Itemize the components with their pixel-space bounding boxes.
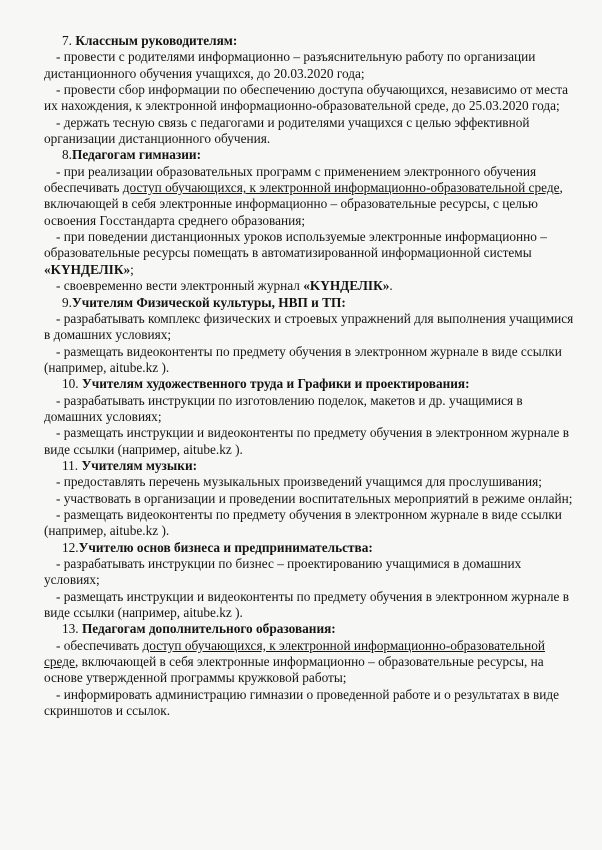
list-item: - размещать инструкции и видеоконтенты по предмету обучения в электронном журнале в виде ссылки (например, aitube.kz ).	[44, 588, 570, 621]
list-item	[44, 229, 576, 278]
section-12	[44, 540, 576, 622]
section-heading	[44, 458, 576, 474]
list-item: - разрабатывать инструкции по изготовлению поделок, макетов и др. учащимися в домашних условиях;	[44, 392, 523, 424]
list-item: - разрабатывать комплекс физических и строевых упражнений для выполнения учащимися в домашних условиях;	[44, 310, 574, 343]
section-heading	[44, 33, 576, 49]
item-text: ;	[130, 261, 134, 277]
section-heading	[44, 295, 576, 311]
list-item: - размещать видеоконтенты по предмету обучения в электронном журнале в виде ссылки (например, aitube.kz ).	[44, 506, 562, 539]
system-name: «KYНДЕЛIК»	[44, 261, 131, 277]
list-item: - держать тесную связь с педагогами и родителями учащихся с целью эффективной организации дистанционного обучения.	[44, 114, 530, 147]
item-text: , включающей в себя электронные информационно – образовательные ресурсы, с целью освоения Госстандарта среднего образования;	[44, 180, 563, 228]
section-number: 7.	[62, 33, 72, 48]
item-text: - при реализации образовательных программ с применением электронного обучения обеспечивать	[44, 163, 537, 196]
item-text: - при поведении дистанционных уроков используемые электронные информационно – образовательные ресурсы помещать в автоматизированной информационной системы	[44, 229, 547, 261]
section-9	[44, 295, 576, 377]
item-text: - своевременно вести электронный журнал	[56, 278, 304, 294]
list-item	[44, 638, 576, 687]
section-10	[44, 376, 576, 458]
section-heading	[44, 540, 576, 556]
section-number: 8.	[62, 147, 72, 163]
list-item: - размещать инструкции и видеоконтенты по предмету обучения в электронном журнале в виде ссылки (например, aitube.kz ).	[44, 425, 570, 457]
section-title: Учителям художественного труда и Графики и проектирования:	[81, 376, 470, 392]
section-title: Учителю основ бизнеса и предпринимательства:	[78, 539, 373, 555]
section-title: Педагогам гимназии:	[71, 147, 202, 163]
section-7	[44, 33, 576, 147]
section-heading	[44, 147, 576, 163]
section-number: 12.	[62, 539, 79, 555]
list-item: - разрабатывать инструкции по бизнес – проектированию учащимися в домашних условиях;	[44, 556, 522, 588]
section-11	[44, 458, 576, 540]
system-name: «KYНДЕЛIК»	[303, 278, 390, 294]
section-title: Учителям музыки:	[81, 457, 198, 473]
section-number: 10.	[62, 376, 79, 392]
list-item: - участвовать в организации и проведении воспитательных мероприятий в режиме онлайн;	[56, 490, 573, 506]
underlined-text: доступ обучающихся, к электронной информационно-образовательной среде	[44, 637, 545, 670]
item-text: .	[389, 278, 393, 294]
list-item	[44, 278, 576, 294]
list-item	[44, 164, 576, 229]
list-item: - размещать видеоконтенты по предмету обучения в электронном журнале в виде ссылки (например, aitube.kz ).	[44, 343, 562, 375]
section-8	[44, 147, 576, 294]
section-heading	[44, 376, 576, 392]
section-number: 11.	[62, 457, 79, 473]
list-item: - информировать администрацию гимназии о проведенной работе и о результатах в виде скриншотов и ссылок.	[44, 686, 560, 719]
section-title: Педагогам дополнительного образования:	[81, 621, 336, 637]
section-title: Классным руководителям:	[75, 33, 238, 48]
section-number: 13.	[62, 621, 79, 637]
section-13	[44, 621, 576, 719]
item-text: - обеспечивать	[56, 637, 143, 653]
list-item: - предоставлять перечень музыкальных произведений учащимся для прослушивания;	[56, 474, 542, 490]
section-number: 9.	[62, 294, 72, 310]
list-item: - провести с родителями информационно – разъяснительную работу по организации дистанционного обучения учащихся, до 20.03.2020 года;	[44, 49, 536, 81]
underlined-text: доступ обучающихся, к электронной информационно-образовательной среде	[122, 180, 560, 196]
section-heading	[44, 621, 576, 637]
item-text: , включающей в себя электронные информационно – образовательные ресурсы, на основе утвержденной программы кружковой работы;	[44, 654, 544, 686]
list-item: - провести сбор информации по обеспечению доступа обучающихся, независимо от места их нахождения, к электронной информационно-образовательной среде, до 25.03.2020 года;	[44, 82, 569, 114]
section-title: Учителям Физической культуры, НВП и ТП:	[71, 294, 346, 310]
